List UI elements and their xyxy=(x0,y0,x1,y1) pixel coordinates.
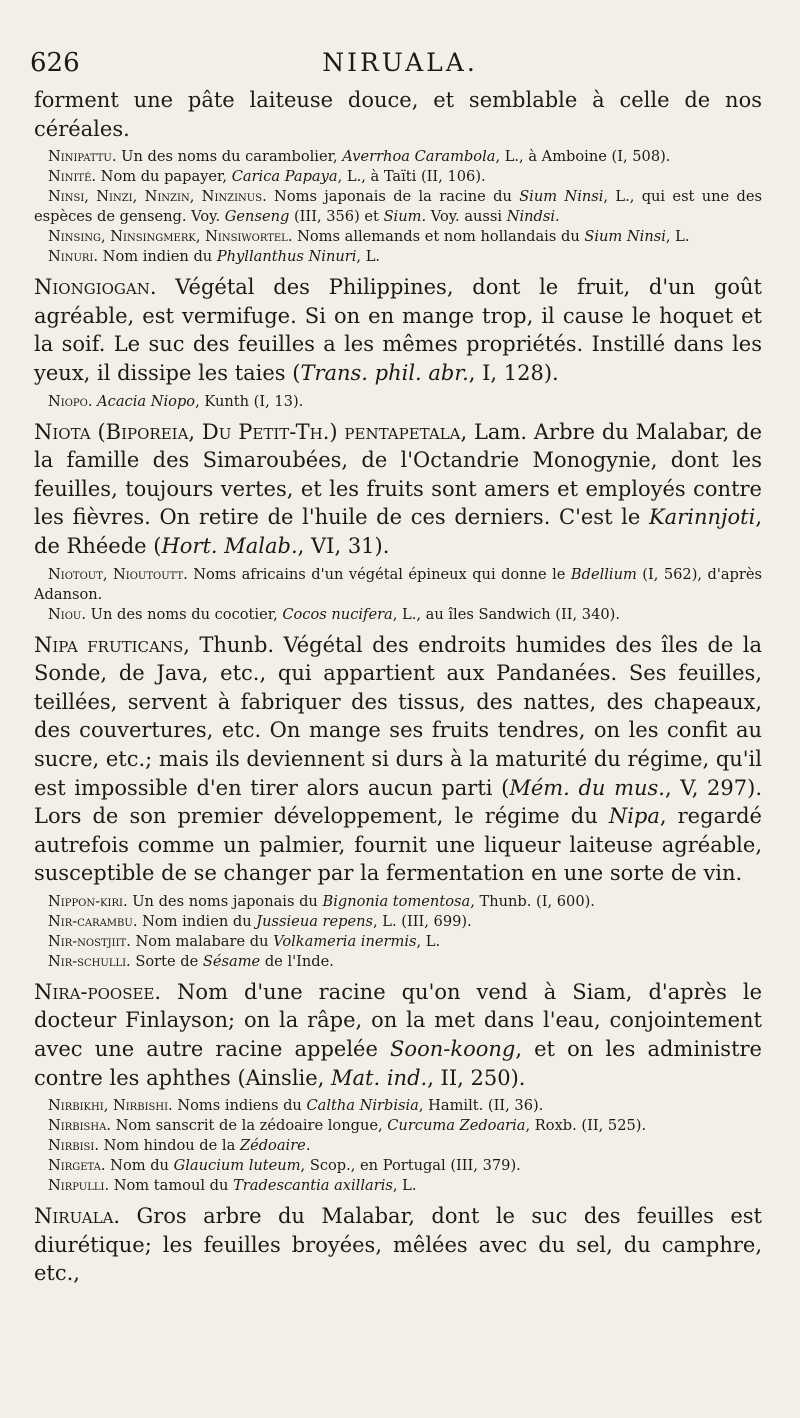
entry-ninite: Ninité. Nom du papayer, Carica Papaya, L., à Taïti (II, 106). xyxy=(48,168,486,186)
entry-nippon-kiri: Nippon-kiri. Un des noms japonais du Bignonia tomentosa, Thunb. (I, 600). xyxy=(48,892,595,910)
entry-nipa: Nipa fruticans, Thunb. Végétal des endroits humides des îles de la Sonde, de Java, etc., qui appartient aux Pandanées. Ses feuilles, teillées, servent à fabriquer des tissus, des nattes, des chapeaux, des couvertures, etc. On mange ses fruits tendres, on les confit au sucre, etc.; mais ils deviennent si durs à la maturité du régime, qu'il est impossible d'en tirer alors aucun parti (Mém. du mus., V, 297). Lors de son premier développement, le régime du Nipa, regardé autrefois comme un palmier, fournit une liqueur laiteuse agréable, susceptible de se changer par la fermentation en une sorte de vin. xyxy=(34,632,762,886)
entry-nirbikhi: Nirbikhi, Nirbishi. Noms indiens du Caltha Nirbisia, Hamilt. (II, 36). xyxy=(48,1097,544,1115)
entry-nirgeta: Nirgeta. Nom du Glaucium luteum, Scop., en Portugal (III, 379). xyxy=(48,1157,521,1175)
entry-niota: Niota (Biporeia, Du Petit-Th.) pentapetala, Lam. Arbre du Malabar, de la famille des Simaroubées, de l'Octandrie Monogynie, dont les feuilles, toujours vertes, et les fruits sont amers et employés contre les fièvres. On retire de l'huile de ces derniers. C'est le Karinnjoti, de Rhéede (Hort. Malab., VI, 31). xyxy=(34,419,763,558)
entry-nirpulli: Nirpulli. Nom tamoul du Tradescantia axillaris, L. xyxy=(48,1177,417,1195)
entry-nira-poosee: Nira-poosee. Nom d'une racine qu'on vend à Siam, d'après le docteur Finlayson; on la râpe, on la met dans l'eau, conjointement avec une autre racine appelée Soon-koong, et on les administre contre les aphthes (Ainslie, Mat. ind., II, 250). xyxy=(34,979,762,1090)
entry-nirbisha: Nirbisha. Nom sanscrit de la zédoaire longue, Curcuma Zedoaria, Roxb. (II, 525). xyxy=(48,1117,647,1135)
entry-nir-schulli: Nir-schulli. Sorte de Sésame de l'Inde. xyxy=(48,952,334,970)
entry-ninsi: Ninsi, Ninzi, Ninzin, Ninzinus. Noms japonais de la racine du Sium Ninsi, L., qui est une des espèces de genseng. Voy. Genseng (III, 356) et Sium. Voy. aussi Nindsi. xyxy=(34,188,762,226)
small-entries-group-3 xyxy=(34,565,762,625)
entry-ninipattu: Ninipattu. Un des noms du carambolier, Averrhoa Carambola, L., à Amboine (I, 508). xyxy=(48,148,671,166)
entry-nir-nostjiit: Nir-nostjiit. Nom malabare du Volkameria inermis, L. xyxy=(48,932,441,950)
entry-niopo: Niopo. Acacia Niopo, Kunth (I, 13). xyxy=(48,392,304,410)
dictionary-text xyxy=(34,86,762,1288)
entry-nir-carambu: Nir-carambu. Nom indien du Jussieua repens, L. (III, 699). xyxy=(48,912,472,930)
small-entries-group-2 xyxy=(34,392,762,412)
entry-ninsing: Ninsing, Ninsingmerk, Ninsiwortel. Noms allemands et nom hollandais du Sium Ninsi, L. xyxy=(48,228,690,246)
running-title: NIRUALA. xyxy=(322,48,478,77)
entry-ninuri: Ninuri. Nom indien du Phyllanthus Ninuri, L. xyxy=(48,248,381,266)
page-header xyxy=(30,48,770,88)
small-entries-group-5 xyxy=(34,1096,762,1196)
entry-niongiogan: Niongiogan. Végétal des Philippines, dont le fruit, d'un goût agréable, est vermifuge. Si on en mange trop, il cause le hoquet et la soif. Le suc des feuilles a les mêmes propriétés. Instillé dans les yeux, il dissipe les taies (Trans. phil. abr., I, 128). xyxy=(34,275,762,385)
entry-nirbisi: Nirbisi. Nom hindou de la Zédoaire. xyxy=(48,1137,311,1155)
entry-niou: Niou. Un des noms du cocotier, Cocos nucifera, L., au îles Sandwich (II, 340). xyxy=(48,605,620,623)
page-number: 626 xyxy=(30,48,80,78)
opening-line: forment une pâte laiteuse douce, et semblable à celle de nos céréales. xyxy=(34,88,762,141)
small-entries-group-4 xyxy=(34,892,762,972)
entry-niotout: Niotout, Nioutoutt. Noms africains d'un végétal épineux qui donne le Bdellium (I, 562), d'après Adanson. xyxy=(34,565,763,603)
entry-niruala: Niruala. Gros arbre du Malabar, dont le suc des feuilles est diurétique; les feuilles broyées, mêlées avec du sel, du camphre, etc., xyxy=(34,1204,762,1286)
small-entries-group-1 xyxy=(34,147,762,267)
